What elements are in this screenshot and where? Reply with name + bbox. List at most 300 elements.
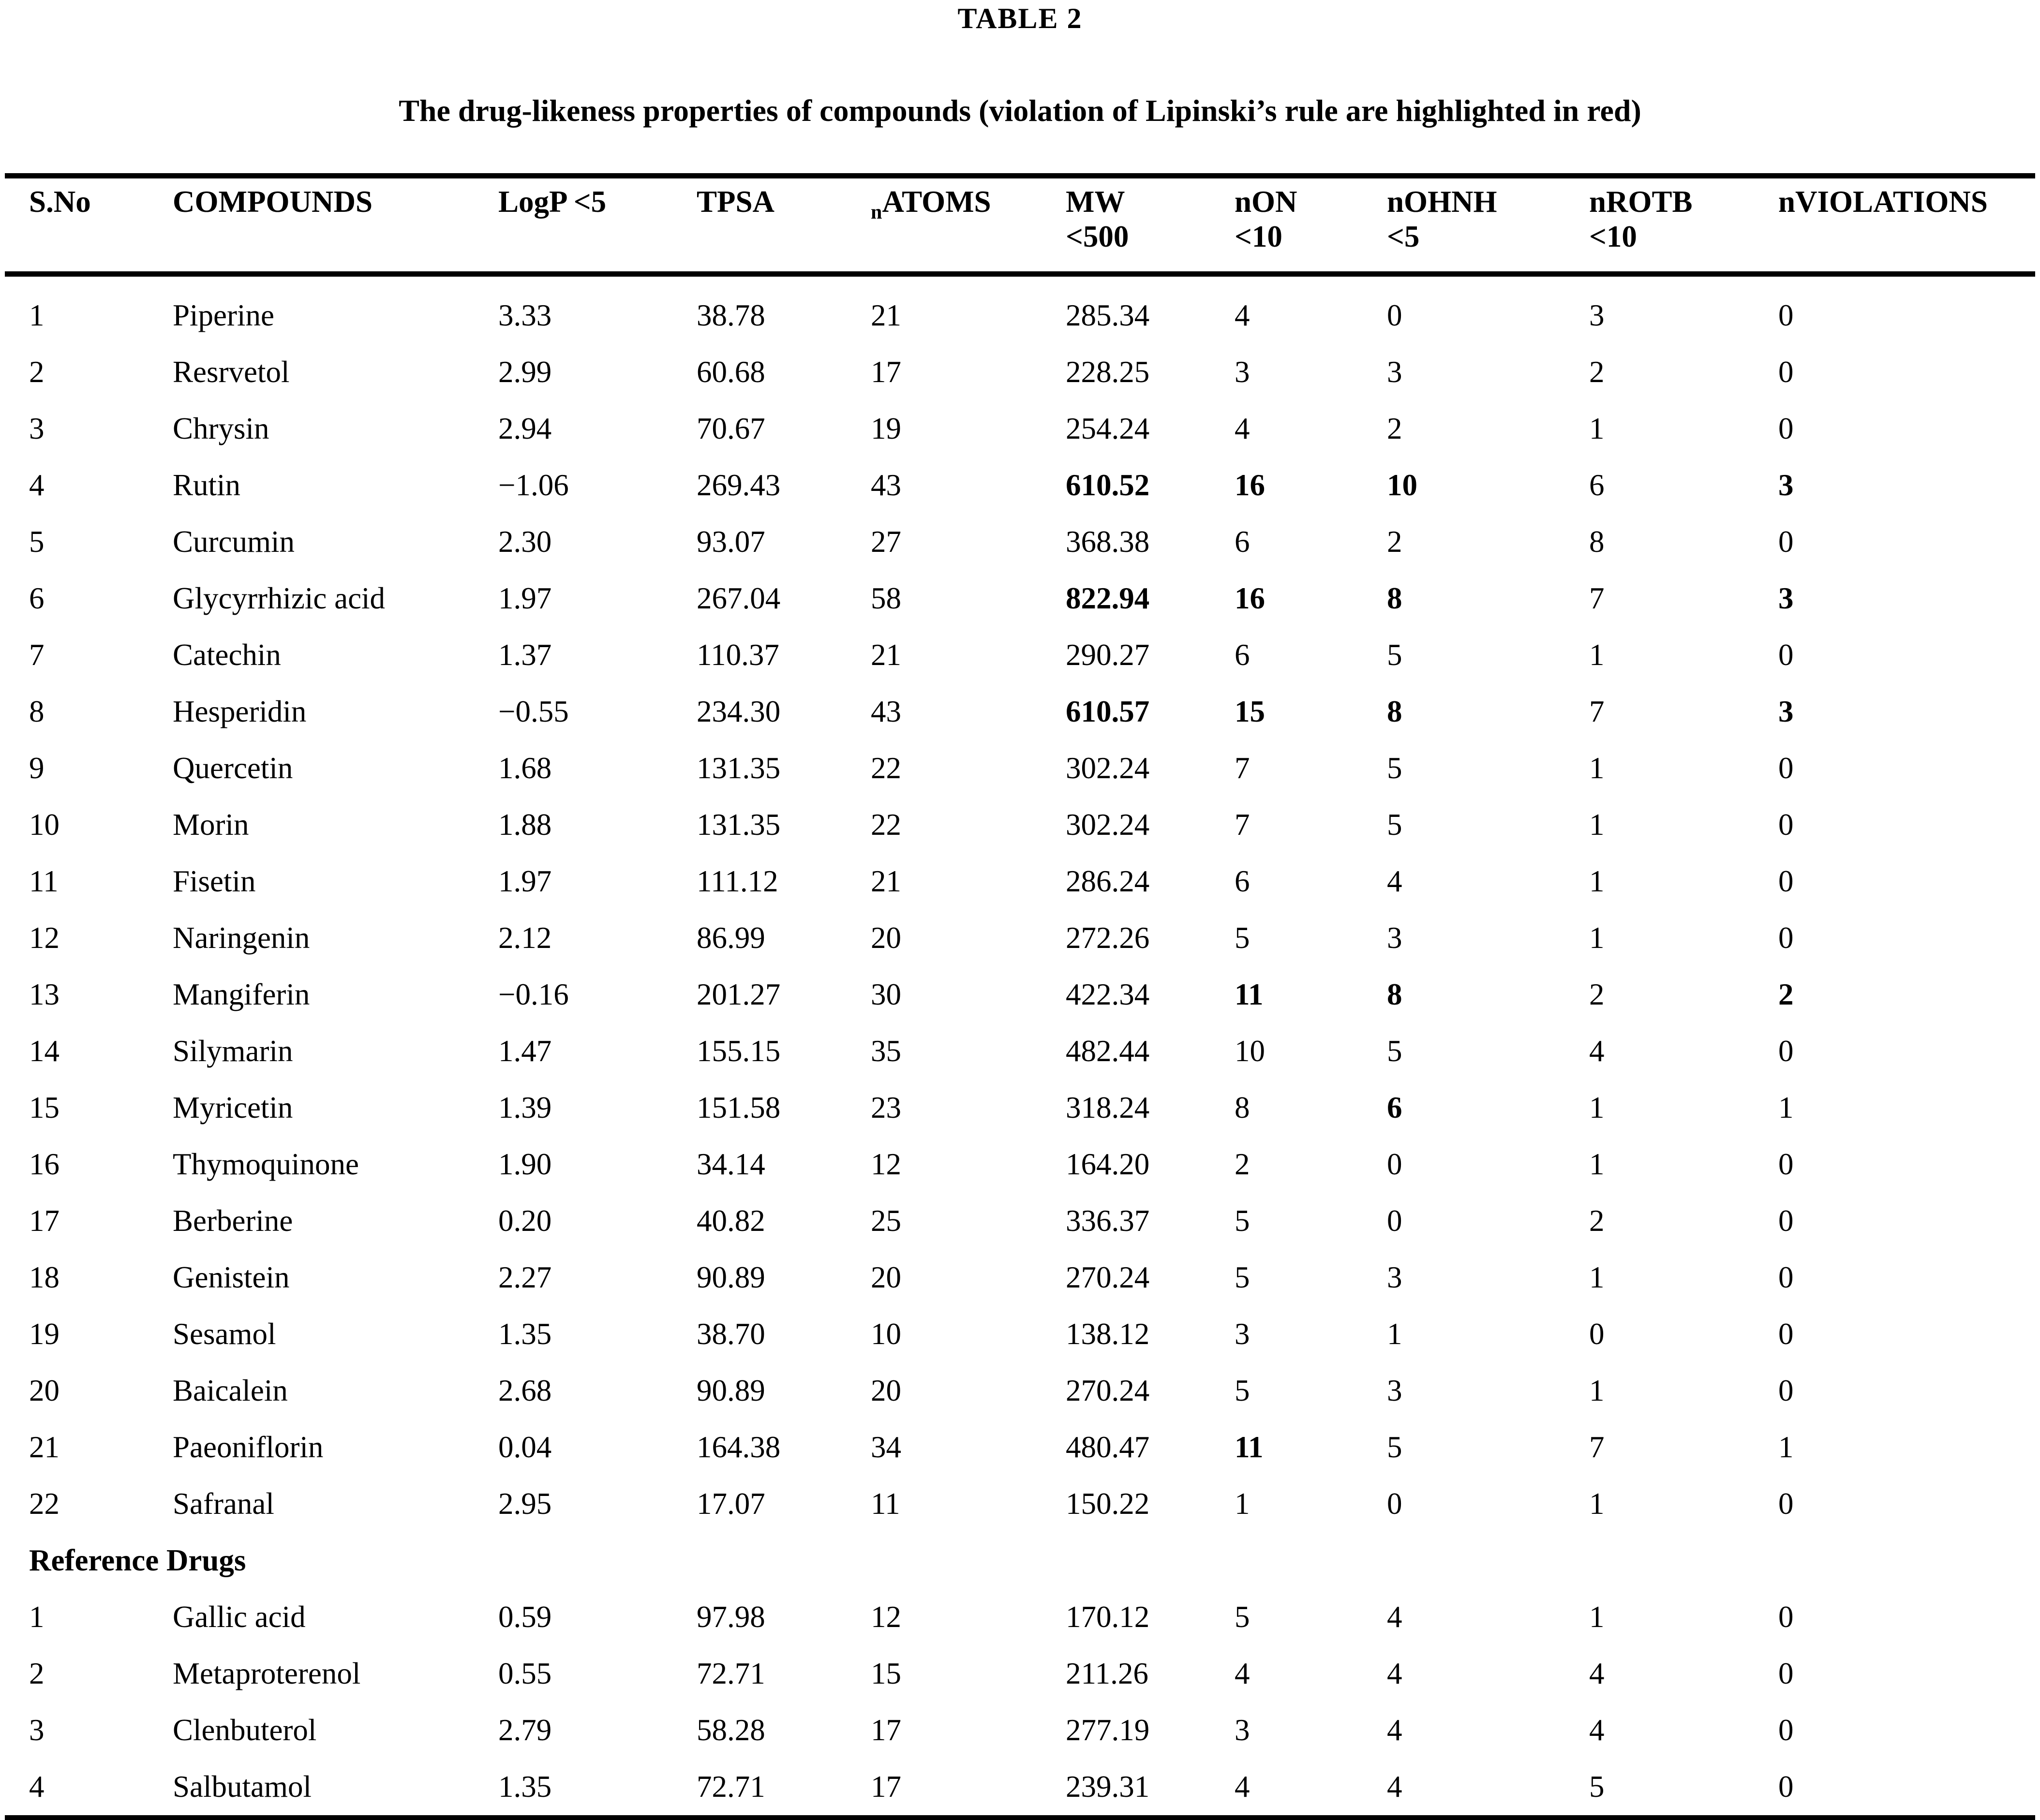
cell-non: 3 [1235, 355, 1250, 389]
table-row [5, 1193, 2035, 1249]
cell-nrotb: 4 [1589, 1034, 1605, 1068]
column-header-logp [498, 176, 697, 274]
table-row [5, 683, 2035, 740]
drug-likeness-table [5, 173, 2035, 1820]
cell-non: 16 [1235, 468, 1265, 502]
cell-name: Catechin [173, 638, 281, 672]
cell-natoms: 27 [871, 525, 901, 559]
column-header-line1: nOHNH [1387, 185, 1497, 219]
cell-nrotb: 1 [1589, 1260, 1605, 1294]
table-row [5, 287, 2035, 344]
cell-mw: 239.31 [1066, 1770, 1150, 1804]
cell-natoms: 21 [871, 638, 901, 672]
cell-tpsa: 155.15 [697, 1034, 781, 1068]
table-title: TABLE 2 [957, 2, 1083, 34]
column-header-nrotb [1589, 176, 1778, 274]
cell-non: 16 [1235, 581, 1265, 615]
cell-name: Rutin [173, 468, 241, 502]
column-header-line1: nROTB [1589, 185, 1693, 219]
cell-nohnh: 5 [1387, 1034, 1402, 1068]
cell-logp: 1.97 [498, 581, 552, 615]
table-caption: The drug-likeness properties of compounds (violation of Lipinski’s rule are highlighted in red) [399, 93, 1641, 128]
cell-sno: 9 [29, 751, 45, 785]
cell-name: Curcumin [173, 525, 295, 559]
cell-name: Paeoniflorin [173, 1430, 324, 1464]
cell-sno: 4 [29, 468, 45, 502]
table-row [5, 400, 2035, 457]
cell-nrotb: 1 [1589, 864, 1605, 898]
cell-name: Safranal [173, 1487, 274, 1521]
cell-sno: 6 [29, 581, 45, 615]
cell-mw: 277.19 [1066, 1713, 1150, 1747]
cell-natoms: 10 [871, 1317, 901, 1351]
cell-natoms: 17 [871, 1713, 901, 1747]
cell-nviol: 0 [1778, 1147, 1794, 1181]
cell-sno: 18 [29, 1260, 60, 1294]
cell-natoms: 20 [871, 1374, 901, 1407]
table-row [5, 1589, 2035, 1645]
cell-sno: 15 [29, 1091, 60, 1125]
cell-logp: 0.55 [498, 1657, 552, 1690]
cell-nrotb: 7 [1589, 1430, 1605, 1464]
cell-tpsa: 90.89 [697, 1260, 765, 1294]
cell-non: 4 [1235, 1657, 1250, 1690]
cell-mw: 290.27 [1066, 638, 1150, 672]
cell-non: 10 [1235, 1034, 1265, 1068]
cell-nohnh: 1 [1387, 1317, 1402, 1351]
cell-mw: 480.47 [1066, 1430, 1150, 1464]
table-row [5, 570, 2035, 627]
cell-name: Morin [173, 808, 249, 842]
column-header-line1: LogP <5 [498, 185, 607, 219]
cell-nohnh: 5 [1387, 1430, 1402, 1464]
table-row [5, 627, 2035, 683]
cell-nrotb: 1 [1589, 808, 1605, 842]
section-row-reference-drugs [5, 1532, 2035, 1589]
table-row [5, 514, 2035, 570]
cell-natoms: 58 [871, 581, 901, 615]
cell-nviol: 1 [1778, 1091, 1794, 1125]
cell-name: Glycyrrhizic acid [173, 581, 386, 615]
cell-tpsa: 97.98 [697, 1600, 765, 1634]
cell-nviol: 0 [1778, 1034, 1794, 1068]
cell-logp: 1.88 [498, 808, 552, 842]
cell-non: 4 [1235, 412, 1250, 445]
cell-non: 5 [1235, 1374, 1250, 1407]
cell-natoms: 21 [871, 298, 901, 332]
cell-nohnh: 6 [1387, 1091, 1402, 1125]
cell-logp: 1.47 [498, 1034, 552, 1068]
table-row [5, 910, 2035, 966]
cell-tpsa: 201.27 [697, 977, 781, 1011]
cell-nviol: 0 [1778, 355, 1794, 389]
cell-name: Berberine [173, 1204, 293, 1238]
cell-nrotb: 2 [1589, 1204, 1605, 1238]
cell-sno: 1 [29, 298, 45, 332]
cell-mw: 318.24 [1066, 1091, 1150, 1125]
cell-nviol: 0 [1778, 412, 1794, 445]
header-row [5, 176, 2035, 274]
cell-natoms: 15 [871, 1657, 901, 1690]
cell-mw: 170.12 [1066, 1600, 1150, 1634]
table-row [5, 1023, 2035, 1080]
cell-non: 6 [1235, 638, 1250, 672]
cell-tpsa: 164.38 [697, 1430, 781, 1464]
cell-nrotb: 4 [1589, 1713, 1605, 1747]
cell-tpsa: 131.35 [697, 808, 781, 842]
cell-nviol: 0 [1778, 808, 1794, 842]
cell-sno: 8 [29, 695, 45, 728]
cell-nviol: 1 [1778, 1430, 1794, 1464]
cell-name: Metaproterenol [173, 1657, 361, 1690]
cell-sno: 22 [29, 1487, 60, 1521]
cell-nrotb: 1 [1589, 412, 1605, 445]
cell-mw: 254.24 [1066, 412, 1150, 445]
cell-nohnh: 8 [1387, 581, 1402, 615]
table-row [5, 966, 2035, 1023]
cell-natoms: 43 [871, 468, 901, 502]
cell-nrotb: 6 [1589, 468, 1605, 502]
cell-nrotb: 5 [1589, 1770, 1605, 1804]
cell-tpsa: 70.67 [697, 412, 765, 445]
column-header-line1: COMPOUNDS [173, 185, 372, 219]
cell-tpsa: 40.82 [697, 1204, 765, 1238]
cell-logp: 0.20 [498, 1204, 552, 1238]
cell-natoms: 12 [871, 1600, 901, 1634]
cell-nrotb: 7 [1589, 581, 1605, 615]
cell-non: 3 [1235, 1713, 1250, 1747]
cell-nohnh: 5 [1387, 808, 1402, 842]
cell-nrotb: 1 [1589, 1147, 1605, 1181]
column-header-natoms [871, 176, 1066, 274]
column-header-nohnh [1387, 176, 1589, 274]
cell-logp: −1.06 [498, 468, 569, 502]
cell-nviol: 0 [1778, 1260, 1794, 1294]
table-row [5, 853, 2035, 910]
cell-name: Piperine [173, 298, 274, 332]
cell-nrotb: 0 [1589, 1317, 1605, 1351]
cell-nrotb: 7 [1589, 695, 1605, 728]
cell-tpsa: 93.07 [697, 525, 765, 559]
cell-nohnh: 3 [1387, 1260, 1402, 1294]
cell-mw: 368.38 [1066, 525, 1150, 559]
cell-nrotb: 1 [1589, 1487, 1605, 1521]
cell-nrotb: 1 [1589, 1600, 1605, 1634]
cell-logp: 1.68 [498, 751, 552, 785]
cell-name: Mangiferin [173, 977, 310, 1011]
cell-tpsa: 38.78 [697, 298, 765, 332]
table-row [5, 1080, 2035, 1136]
cell-nviol: 0 [1778, 1657, 1794, 1690]
cell-sno: 5 [29, 525, 45, 559]
cell-nrotb: 1 [1589, 638, 1605, 672]
cell-logp: 2.27 [498, 1260, 552, 1294]
cell-name: Quercetin [173, 751, 293, 785]
cell-nohnh: 8 [1387, 977, 1402, 1011]
column-header-line1: MW [1066, 185, 1125, 219]
cell-nviol: 0 [1778, 1770, 1794, 1804]
cell-nviol: 0 [1778, 525, 1794, 559]
cell-nviol: 0 [1778, 1374, 1794, 1407]
column-header-non [1235, 176, 1387, 274]
cell-tpsa: 110.37 [697, 638, 779, 672]
table-row [5, 1419, 2035, 1476]
cell-natoms: 35 [871, 1034, 901, 1068]
cell-nviol: 0 [1778, 638, 1794, 672]
cell-sno: 14 [29, 1034, 60, 1068]
cell-natoms: 22 [871, 808, 901, 842]
cell-nrotb: 2 [1589, 355, 1605, 389]
column-header-line2: <10 [1235, 220, 1282, 254]
table-row [5, 1136, 2035, 1193]
cell-mw: 211.26 [1066, 1657, 1148, 1690]
table-row [5, 1249, 2035, 1306]
cell-nviol: 0 [1778, 1487, 1794, 1521]
cell-sno: 11 [29, 864, 59, 898]
cell-nviol: 0 [1778, 298, 1794, 332]
cell-tpsa: 34.14 [697, 1147, 765, 1181]
cell-non: 5 [1235, 921, 1250, 955]
cell-nviol: 3 [1778, 695, 1794, 728]
column-header-line2: <5 [1387, 220, 1420, 254]
table-row [5, 1362, 2035, 1419]
cell-name: Naringenin [173, 921, 310, 955]
cell-logp: 3.33 [498, 298, 552, 332]
cell-sno: 16 [29, 1147, 60, 1181]
cell-nviol: 0 [1778, 921, 1794, 955]
cell-non: 5 [1235, 1260, 1250, 1294]
cell-mw: 286.24 [1066, 864, 1150, 898]
cell-nohnh: 2 [1387, 412, 1402, 445]
column-header-nviol [1778, 176, 2035, 274]
cell-name: Salbutamol [173, 1770, 312, 1804]
cell-non: 5 [1235, 1600, 1250, 1634]
cell-natoms: 43 [871, 695, 901, 728]
cell-tpsa: 151.58 [697, 1091, 781, 1125]
cell-nrotb: 2 [1589, 977, 1605, 1011]
cell-mw: 610.57 [1066, 695, 1150, 728]
cell-logp: 1.90 [498, 1147, 552, 1181]
cell-tpsa: 58.28 [697, 1713, 765, 1747]
cell-non: 11 [1235, 977, 1264, 1011]
cell-nohnh: 3 [1387, 921, 1402, 955]
cell-tpsa: 17.07 [697, 1487, 765, 1521]
cell-logp: 2.99 [498, 355, 552, 389]
cell-nohnh: 5 [1387, 751, 1402, 785]
cell-non: 8 [1235, 1091, 1250, 1125]
cell-nohnh: 0 [1387, 298, 1402, 332]
cell-sno: 10 [29, 808, 60, 842]
cell-logp: 2.68 [498, 1374, 552, 1407]
cell-nohnh: 4 [1387, 864, 1402, 898]
spacer-row [5, 274, 2035, 288]
cell-sno: 3 [29, 1713, 45, 1747]
cell-natoms: 17 [871, 355, 901, 389]
cell-nrotb: 1 [1589, 1374, 1605, 1407]
cell-mw: 270.24 [1066, 1260, 1150, 1294]
cell-logp: −0.16 [498, 977, 569, 1011]
cell-non: 5 [1235, 1204, 1250, 1238]
cell-non: 11 [1235, 1430, 1264, 1464]
cell-nrotb: 3 [1589, 298, 1605, 332]
cell-nviol: 0 [1778, 1713, 1794, 1747]
cell-nrotb: 1 [1589, 1091, 1605, 1125]
cell-name: Hesperidin [173, 695, 307, 728]
cell-nohnh: 2 [1387, 525, 1402, 559]
cell-mw: 272.26 [1066, 921, 1150, 955]
column-header-line1: TPSA [697, 185, 775, 219]
cell-nrotb: 4 [1589, 1657, 1605, 1690]
cell-logp: 1.35 [498, 1317, 552, 1351]
cell-logp: 1.35 [498, 1770, 552, 1804]
cell-tpsa: 267.04 [697, 581, 781, 615]
cell-nrotb: 1 [1589, 921, 1605, 955]
table-row [5, 1645, 2035, 1702]
cell-logp: 1.37 [498, 638, 552, 672]
cell-name: Genistein [173, 1260, 290, 1294]
cell-sno: 20 [29, 1374, 60, 1407]
table-row [5, 740, 2035, 797]
cell-logp: 2.79 [498, 1713, 552, 1747]
cell-mw: 302.24 [1066, 808, 1150, 842]
cell-natoms: 25 [871, 1204, 901, 1238]
column-header-text: ATOMS [882, 185, 991, 219]
cell-name: Baicalein [173, 1374, 288, 1407]
cell-name: Sesamol [173, 1317, 276, 1351]
cell-logp: 2.94 [498, 412, 552, 445]
cell-tpsa: 72.71 [697, 1770, 765, 1804]
column-header-name [173, 176, 498, 274]
cell-mw: 610.52 [1066, 468, 1150, 502]
cell-mw: 302.24 [1066, 751, 1150, 785]
table-body [5, 274, 2035, 1819]
cell-sno: 17 [29, 1204, 60, 1238]
section-label: Reference Drugs [29, 1543, 246, 1577]
cell-mw: 150.22 [1066, 1487, 1150, 1521]
cell-name: Myricetin [173, 1091, 293, 1125]
cell-sno: 19 [29, 1317, 60, 1351]
cell-nohnh: 10 [1387, 468, 1417, 502]
cell-natoms: 20 [871, 1260, 901, 1294]
cell-mw: 138.12 [1066, 1317, 1150, 1351]
cell-sno: 21 [29, 1430, 60, 1464]
table-row [5, 1759, 2035, 1819]
cell-logp: 1.39 [498, 1091, 552, 1125]
cell-tpsa: 131.35 [697, 751, 781, 785]
cell-sno: 2 [29, 355, 45, 389]
cell-non: 6 [1235, 525, 1250, 559]
cell-natoms: 19 [871, 412, 901, 445]
cell-sno: 3 [29, 412, 45, 445]
cell-nviol: 3 [1778, 581, 1794, 615]
table-row [5, 1306, 2035, 1362]
cell-natoms: 23 [871, 1091, 901, 1125]
cell-mw: 164.20 [1066, 1147, 1150, 1181]
cell-tpsa: 60.68 [697, 355, 765, 389]
table-row [5, 1476, 2035, 1532]
table-row [5, 797, 2035, 853]
cell-nviol: 0 [1778, 1600, 1794, 1634]
column-header-line1: nVIOLATIONS [1778, 185, 1988, 219]
cell-logp: 0.04 [498, 1430, 552, 1464]
spacer-cell [5, 274, 2035, 288]
cell-sno: 2 [29, 1657, 45, 1690]
cell-nohnh: 4 [1387, 1600, 1402, 1634]
column-header-line1: S.No [29, 185, 91, 219]
cell-non: 4 [1235, 298, 1250, 332]
cell-sno: 4 [29, 1770, 45, 1804]
cell-nohnh: 4 [1387, 1770, 1402, 1804]
cell-mw: 270.24 [1066, 1374, 1150, 1407]
cell-nohnh: 3 [1387, 1374, 1402, 1407]
subscript-n: n [871, 201, 882, 223]
cell-nohnh: 5 [1387, 638, 1402, 672]
cell-nohnh: 3 [1387, 355, 1402, 389]
cell-natoms: 11 [871, 1487, 900, 1521]
cell-non: 1 [1235, 1487, 1250, 1521]
cell-sno: 13 [29, 977, 60, 1011]
cell-mw: 228.25 [1066, 355, 1150, 389]
cell-name: Clenbuterol [173, 1713, 317, 1747]
cell-natoms: 30 [871, 977, 901, 1011]
cell-sno: 7 [29, 638, 45, 672]
cell-name: Gallic acid [173, 1600, 306, 1634]
cell-natoms: 20 [871, 921, 901, 955]
cell-tpsa: 86.99 [697, 921, 765, 955]
cell-tpsa: 72.71 [697, 1657, 765, 1690]
cell-mw: 422.34 [1066, 977, 1150, 1011]
cell-sno: 1 [29, 1600, 45, 1634]
cell-nviol: 3 [1778, 468, 1794, 502]
cell-tpsa: 90.89 [697, 1374, 765, 1407]
cell-name: Chrysin [173, 412, 269, 445]
cell-natoms: 34 [871, 1430, 901, 1464]
cell-nohnh: 4 [1387, 1657, 1402, 1690]
cell-non: 3 [1235, 1317, 1250, 1351]
cell-natoms: 22 [871, 751, 901, 785]
cell-nrotb: 8 [1589, 525, 1605, 559]
cell-nohnh: 4 [1387, 1713, 1402, 1747]
column-header-line1 [871, 184, 1066, 223]
cell-non: 6 [1235, 864, 1250, 898]
cell-non: 7 [1235, 751, 1250, 785]
cell-non: 7 [1235, 808, 1250, 842]
cell-tpsa: 269.43 [697, 468, 781, 502]
cell-natoms: 12 [871, 1147, 901, 1181]
cell-mw: 336.37 [1066, 1204, 1150, 1238]
cell-non: 2 [1235, 1147, 1250, 1181]
cell-mw: 822.94 [1066, 581, 1150, 615]
cell-sno: 12 [29, 921, 60, 955]
table-row [5, 457, 2035, 514]
cell-mw: 285.34 [1066, 298, 1150, 332]
cell-nviol: 2 [1778, 977, 1794, 1011]
column-header-line1: nON [1235, 185, 1297, 219]
cell-logp: 2.12 [498, 921, 552, 955]
cell-logp: 0.59 [498, 1600, 552, 1634]
column-header-line2: <10 [1589, 220, 1637, 254]
cell-nviol: 0 [1778, 751, 1794, 785]
column-header-tpsa [697, 176, 871, 274]
table-row [5, 344, 2035, 400]
cell-mw: 482.44 [1066, 1034, 1150, 1068]
cell-tpsa: 111.12 [697, 864, 778, 898]
cell-logp: −0.55 [498, 695, 569, 728]
cell-nohnh: 0 [1387, 1487, 1402, 1521]
cell-logp: 2.30 [498, 525, 552, 559]
table-row [5, 1702, 2035, 1759]
cell-name: Thymoquinone [173, 1147, 359, 1181]
